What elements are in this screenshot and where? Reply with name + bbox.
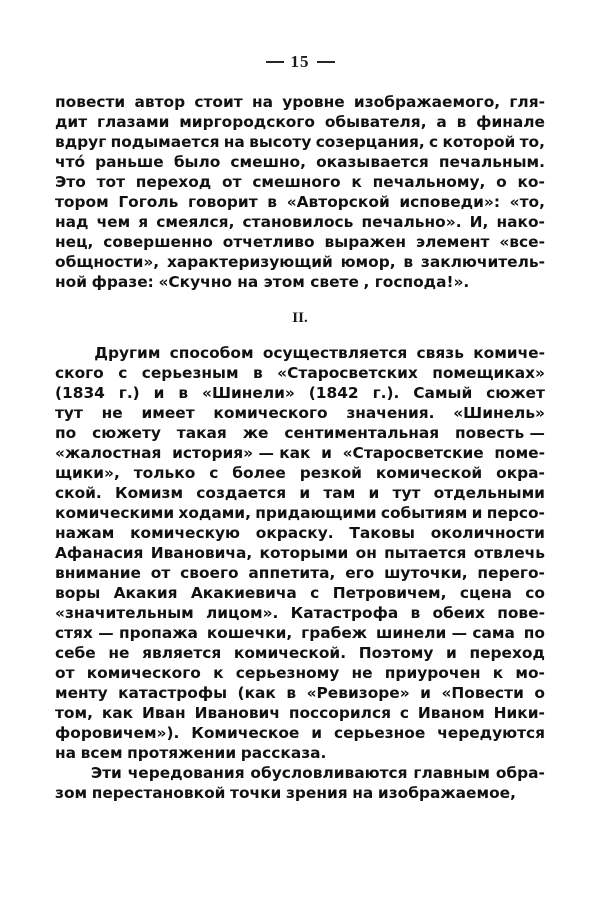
word: изображаемое, (377, 784, 516, 802)
text-line (55, 783, 545, 803)
word: себе (55, 644, 96, 662)
word: протяжении (127, 744, 237, 762)
word: печальным. (438, 153, 545, 171)
text-line (55, 543, 545, 563)
word: глазами (96, 113, 170, 131)
text-line (55, 443, 545, 463)
word: комиче- (473, 344, 545, 362)
word: там (323, 484, 356, 502)
word: том, (55, 704, 93, 722)
word: Акакия (113, 584, 178, 602)
word: «Скучно на этом свете (158, 273, 359, 291)
word: ко- (517, 173, 545, 191)
word: Иван (142, 704, 186, 722)
word: сцена (459, 584, 512, 602)
word: рассказа. (240, 744, 327, 762)
word: «Старосветских (277, 364, 418, 382)
word: от (150, 564, 171, 582)
word: высоту (249, 133, 312, 151)
word: то, (519, 133, 545, 151)
word: которыми (259, 544, 349, 562)
word: Афанасия (55, 544, 144, 562)
word: шуточки, (384, 564, 468, 582)
text-line (55, 663, 545, 683)
word: зрения (285, 784, 348, 802)
word: и (471, 504, 483, 522)
word: поссорился (288, 704, 391, 722)
text-line (55, 503, 545, 523)
word: придающими (255, 504, 377, 522)
word: значения. (346, 404, 435, 422)
word: серьезному (235, 664, 340, 682)
word: серьезное (333, 724, 426, 742)
word: в (410, 604, 421, 622)
text-line (55, 703, 545, 723)
word: о (534, 684, 545, 702)
word: тут (55, 404, 83, 422)
word: со (525, 584, 545, 602)
word: к (492, 664, 504, 682)
word: персо- (486, 504, 545, 522)
word: отдельными (433, 484, 545, 502)
word: своего (180, 564, 239, 582)
word: Гоголь (118, 193, 179, 211)
word: окраску. (255, 524, 334, 542)
word: «Повести (441, 684, 524, 702)
word: не (101, 404, 123, 422)
word: Акакиевича (190, 584, 297, 602)
word: его (345, 564, 375, 582)
text-line (55, 232, 545, 252)
word: которой (442, 133, 516, 151)
word: на (352, 784, 374, 802)
word: стоит (194, 93, 243, 111)
word: обра- (495, 764, 545, 782)
word: в (178, 384, 189, 402)
word: смешного (252, 173, 341, 191)
word: комического (213, 404, 328, 422)
word: комической. (233, 644, 347, 662)
word: менту (55, 684, 108, 702)
folio-rule-right (317, 61, 335, 63)
word: нажам (55, 524, 115, 542)
word: становилось (242, 213, 354, 231)
word: отчетливо (222, 233, 315, 251)
word: щики», (55, 464, 120, 482)
word: грабеж (301, 624, 368, 642)
word: приурочен (384, 664, 481, 682)
word: имеет (141, 404, 195, 422)
word: не (351, 664, 373, 682)
word: «Шинели» (202, 384, 295, 402)
word: оказывается (316, 153, 429, 171)
text-line (55, 623, 545, 643)
word: раньше (95, 153, 164, 171)
word: чередования (127, 764, 245, 782)
word: гля- (509, 93, 545, 111)
word: внимание (55, 564, 141, 582)
text-line (55, 272, 545, 292)
word: по (55, 424, 77, 442)
word: пове- (497, 604, 545, 622)
word: осуществляется (262, 344, 408, 362)
word: шинели — сама (376, 624, 515, 642)
text-line (55, 112, 545, 132)
word: печальному, (372, 173, 486, 191)
text-line (55, 583, 545, 603)
word: характеризующий (166, 253, 333, 271)
word: кошечки, (206, 624, 293, 642)
word: (1834 (55, 384, 105, 402)
word: Иваном (417, 704, 485, 722)
word: Комическое (191, 724, 300, 742)
word: нец, (55, 233, 94, 251)
word: в (267, 193, 278, 211)
word: помещиках» (432, 364, 545, 382)
word: с (429, 133, 439, 151)
folio-rule-left (266, 61, 284, 63)
word: и (299, 484, 311, 502)
word: лицом». (206, 604, 279, 622)
word: уровне (282, 93, 345, 111)
text-column (55, 92, 545, 803)
word: резкой (299, 464, 362, 482)
text-line (55, 563, 545, 583)
word: чередуются (437, 724, 545, 742)
text-line (55, 423, 545, 443)
word: аппетита, (248, 564, 336, 582)
word: комическими (55, 504, 175, 522)
word: всем (80, 744, 123, 762)
text-line (55, 603, 545, 623)
word: изображаемого, (353, 93, 501, 111)
word: дит (55, 113, 88, 131)
word: «Ревизоре» (306, 684, 410, 702)
paragraph (55, 92, 545, 292)
word: элемент (415, 233, 490, 251)
word: к (213, 664, 224, 682)
word: способом (169, 344, 254, 362)
word: И, (469, 213, 489, 231)
word: выражен (324, 233, 406, 251)
word: печально». (361, 213, 462, 231)
word: с (118, 364, 128, 382)
text-line (55, 743, 545, 763)
word: «значительным (55, 604, 194, 622)
text-line (55, 192, 545, 212)
word: Эти (90, 764, 122, 782)
word: созерцания, (315, 133, 425, 151)
word: чтó (55, 153, 86, 171)
text-line (55, 172, 545, 192)
word: ской. (55, 484, 102, 502)
word: ной (55, 273, 87, 291)
word: фразе: (91, 273, 154, 291)
word: более (232, 464, 286, 482)
word: чем (96, 213, 131, 231)
word: мо- (515, 664, 545, 682)
word: автор (134, 93, 186, 111)
word: в (456, 113, 467, 131)
word: форовичем»). (55, 724, 180, 742)
section-number: II. (292, 310, 308, 326)
word: «Шинель» (453, 404, 545, 422)
text-line (55, 723, 545, 743)
word: к (351, 173, 362, 191)
word: тут (392, 484, 421, 502)
word: нако- (496, 213, 545, 231)
text-line (55, 152, 545, 172)
paragraph (55, 763, 545, 803)
word: Таковы (349, 524, 415, 542)
word: было (173, 153, 221, 171)
word: переход (469, 644, 545, 662)
word: событиям (380, 504, 468, 522)
word: обусловливаются (250, 764, 408, 782)
word: с (399, 704, 409, 722)
word: как (101, 704, 134, 722)
word: тором (55, 193, 109, 211)
word: повесть — (455, 424, 545, 442)
word: околичности (430, 524, 545, 542)
word: же (242, 424, 269, 442)
word: Иванович (194, 704, 280, 722)
word: является (142, 644, 222, 662)
word: обеих (432, 604, 485, 622)
word: смешно, (230, 153, 306, 171)
word: по (523, 624, 545, 642)
word: (1842 (308, 384, 359, 402)
text-line (55, 463, 545, 483)
word: точки (230, 784, 282, 802)
word: стях — пропажа (55, 624, 198, 642)
text-line (55, 683, 545, 703)
text-line (55, 92, 545, 112)
word: комической (375, 464, 483, 482)
word: ходами, (178, 504, 251, 522)
word: Катастрофа (290, 604, 399, 622)
word: г.). (372, 384, 400, 402)
word: с (209, 464, 219, 482)
word: повести (55, 93, 126, 111)
word: а (436, 113, 447, 131)
word: о (496, 173, 507, 191)
word: обывателя, (324, 113, 427, 131)
word: и (420, 684, 431, 702)
word: общности», (55, 253, 160, 271)
word: тот (96, 173, 125, 191)
word: я (138, 213, 149, 231)
word: серьезным (141, 364, 239, 382)
word: ского (55, 364, 104, 382)
word: Поэтому (358, 644, 434, 662)
word: в (403, 253, 414, 271)
paragraph (55, 343, 545, 763)
word: комическую (130, 524, 241, 542)
text-line (55, 343, 545, 363)
word: Ники- (493, 704, 545, 722)
word: не (108, 644, 130, 662)
word: связь (416, 344, 464, 362)
word: создается (196, 484, 287, 502)
word: только (133, 464, 196, 482)
word: на (223, 133, 245, 151)
word: смеялся, (156, 213, 235, 231)
word: перего- (477, 564, 545, 582)
word: Самый (413, 384, 473, 402)
word: сюжет (486, 384, 545, 402)
paragraph-indent (55, 343, 85, 363)
word: юмор, (340, 253, 396, 271)
word: история» — как (172, 444, 311, 462)
word: отвлечь (473, 544, 545, 562)
text-line (55, 523, 545, 543)
word: и (311, 724, 323, 742)
word: «Авторской (286, 193, 390, 211)
word: финале (476, 113, 545, 131)
word: Петровичем, (332, 584, 447, 602)
text-line (55, 132, 545, 152)
word: говорит (187, 193, 258, 211)
word: (как (237, 684, 276, 702)
word: и (368, 484, 380, 502)
word: миргородского (179, 113, 315, 131)
word: зом (55, 784, 88, 802)
word: Ивановича, (150, 544, 253, 562)
word: на (251, 93, 273, 111)
word: главным (413, 764, 490, 782)
word: от (222, 173, 242, 191)
word: пытается (384, 544, 467, 562)
word: над (55, 213, 89, 231)
word: перестановкой (91, 784, 226, 802)
word: сюжету (92, 424, 161, 442)
word: на (55, 744, 77, 762)
word: подымается (110, 133, 220, 151)
word: «жалостная (55, 444, 162, 462)
word: и (446, 644, 457, 662)
word: г.) (118, 384, 140, 402)
word: он (355, 544, 377, 562)
word: такая (176, 424, 227, 442)
word: «Старосветские (342, 444, 484, 462)
word: с (310, 584, 320, 602)
text-line (55, 403, 545, 423)
word: исповеди»: (399, 193, 500, 211)
word: воры (55, 584, 101, 602)
paragraph-indent (55, 763, 85, 783)
word: в (286, 684, 297, 702)
text-line (55, 483, 545, 503)
text-line (55, 212, 545, 232)
word: в (252, 364, 263, 382)
word: Другим (94, 344, 161, 362)
text-line (55, 363, 545, 383)
text-line (55, 252, 545, 272)
text-line (55, 643, 545, 663)
word: Комизм (115, 484, 184, 502)
word: и (153, 384, 165, 402)
word: , господа!». (363, 273, 470, 291)
word: заключитель- (420, 253, 545, 271)
text-line (55, 383, 545, 403)
word: окра- (496, 464, 545, 482)
word: комического (86, 664, 201, 682)
word: переход (135, 173, 212, 191)
word: катастрофы (118, 684, 228, 702)
folio-number: 15 (290, 52, 310, 71)
word: «все- (499, 233, 545, 251)
word: и (321, 444, 332, 462)
word: «то, (509, 193, 545, 211)
word: совершенно (103, 233, 213, 251)
word: от (55, 664, 75, 682)
text-line (55, 763, 545, 783)
word: вдруг (55, 133, 107, 151)
word: Это (55, 173, 86, 191)
word: сентиментальная (284, 424, 440, 442)
page-folio (0, 52, 600, 72)
word: поме- (494, 444, 545, 462)
